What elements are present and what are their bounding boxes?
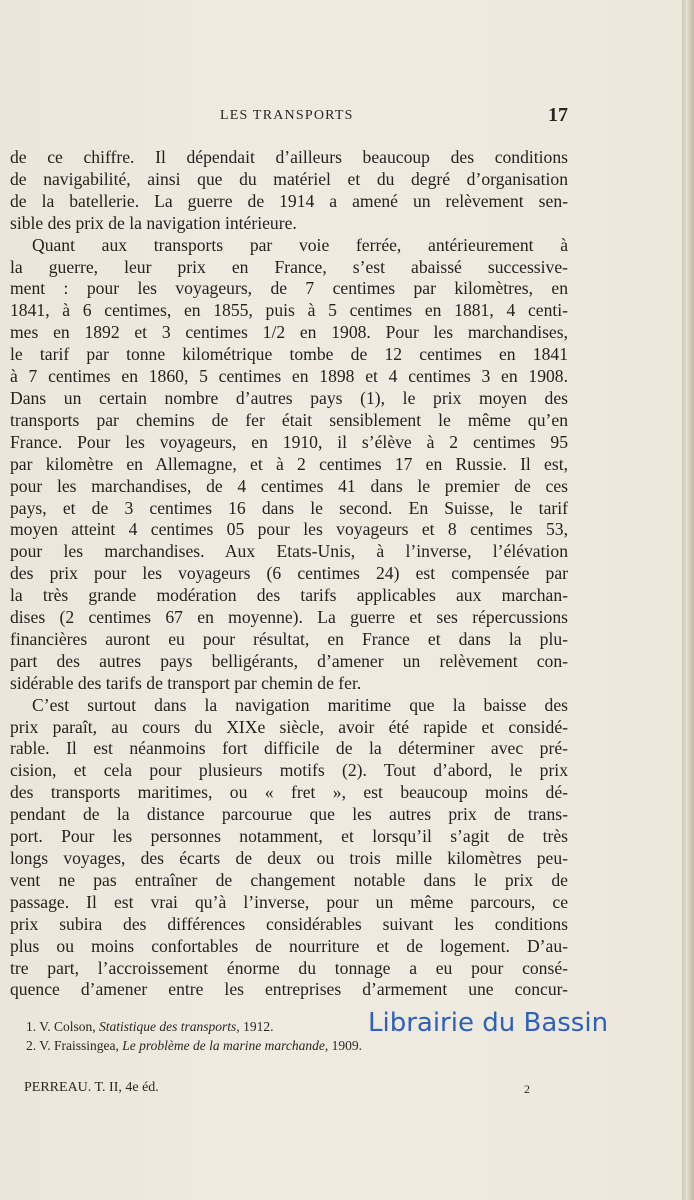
text-line: la guerre, leur prix en France, s’est abaissé successive- [10,256,568,277]
printer-signature: PERREAU. T. II, 4e éd. [24,1080,159,1095]
text-line: de ce chiffre. Il dépendait d’ailleurs beaucoup des conditions [10,147,568,167]
footnote-title: Statistique des transports, [99,1019,240,1034]
body-text [10,147,568,1001]
text-line: moyen atteint 4 centimes 05 pour les voyageurs et 8 centimes 53, [10,519,568,540]
text-line: pour les marchandises, de 4 centimes 41 dans le premier de ces [10,475,568,496]
text-line: cision, et cela pour plusieurs motifs (2). Tout d’abord, le prix [10,760,568,781]
footnote [26,1036,566,1055]
paragraph [10,695,568,1002]
text-line: prix subira des différences considérables suivant les conditions [10,913,568,934]
paragraph [10,147,568,235]
text-line: de la batellerie. La guerre de 1914 a amené un relèvement sen- [10,190,568,211]
text-line: tre part, l’accroissement énorme du tonnage a eu pour consé- [10,957,568,978]
page-header [0,106,688,130]
text-line: part des autres pays belligérants, d’amener un relèvement con- [10,650,568,671]
text-line: de navigabilité, ainsi que du matériel et du degré d’organisation [10,168,568,189]
footnote-author: V. Fraissingea, [39,1038,119,1053]
text-line: par kilomètre en Allemagne, et à 2 centimes 17 en Russie. Il est, [10,453,568,474]
text-line: prix paraît, au cours du XIXe siècle, avoir été rapide et considé- [10,716,568,737]
paragraph [10,235,568,695]
text-line: le tarif par tonne kilométrique tombe de 12 centimes en 1841 [10,344,568,365]
text-line: mes en 1892 et 3 centimes 1/2 en 1908. Pour les marchandises, [10,322,568,343]
text-line: rable. Il est néanmoins fort difficile de la déterminer avec pré- [10,738,568,759]
footnote-marker: 2. [26,1038,37,1053]
text-line: des prix pour les voyageurs (6 centimes 24) est compensée par [10,563,568,584]
page-edge [682,0,694,1200]
text-line: pendant de la distance parcourue que les autres prix de trans- [10,804,568,825]
footnote-year: 1909. [331,1038,362,1053]
text-line: des transports maritimes, ou « fret », est beaucoup moins dé- [10,782,568,803]
text-line: la très grande modération des tarifs applicables aux marchan- [10,585,568,606]
text-line: France. Pour les voyageurs, en 1910, il s’élève à 2 centimes 95 [10,431,568,452]
footnote-year: 1912. [243,1019,274,1034]
text-line: C’est surtout dans la navigation maritime que la baisse des [32,694,568,715]
page-number: 17 [548,104,568,126]
text-line: pays, et de 3 centimes 16 dans le second. En Suisse, le tarif [10,497,568,518]
text-line: transports par chemins de fer était sensiblement le même qu’en [10,409,568,430]
watermark: Librairie du Bassin [368,1008,609,1038]
running-head: LES TRANSPORTS [220,108,354,123]
sheet-number: 2 [524,1082,530,1096]
text-line: pour les marchandises. Aux Etats-Unis, à l’inverse, l’élévation [10,541,568,562]
text-line: Quant aux transports par voie ferrée, antérieurement à [32,234,568,255]
text-line: longs voyages, des écarts de deux ou trois mille kilomètres peu- [10,848,568,868]
text-line: quence d’amener entre les entreprises d’armement une concur- [10,979,568,1000]
text-line: financières auront eu pour résultat, en France et dans la plu- [10,628,568,649]
footnote-title: Le problème de la marine marchande, [122,1038,329,1053]
text-line: sidérable des tarifs de transport par chemin de fer. [10,672,362,693]
text-line: passage. Il est vrai qu’à l’inverse, pour un même parcours, ce [10,891,568,912]
text-line: ment : pour les voyageurs, de 7 centimes par kilomètres, en [10,278,568,299]
text-line: à 7 centimes en 1860, 5 centimes en 1898 et 4 centimes 3 en 1908. [10,366,568,387]
text-line: 1841, à 6 centimes, en 1855, puis à 5 centimes en 1881, 4 centi- [10,300,568,321]
text-line: port. Pour les personnes notamment, et lorsqu’il s’agit de très [10,826,568,847]
text-line: plus ou moins confortables de nourriture et de logement. D’au- [10,935,568,956]
footnote-marker: 1. [26,1019,37,1034]
text-line: sible des prix de la navigation intérieure. [10,212,297,233]
text-line: Dans un certain nombre d’autres pays (1), le prix moyen des [10,387,568,408]
text-line: dises (2 centimes 67 en moyenne). La guerre et ses répercussions [10,607,568,628]
footnote-author: V. Colson, [39,1019,96,1034]
text-line: vent ne pas entraîner de changement notable dans le prix de [10,869,568,890]
